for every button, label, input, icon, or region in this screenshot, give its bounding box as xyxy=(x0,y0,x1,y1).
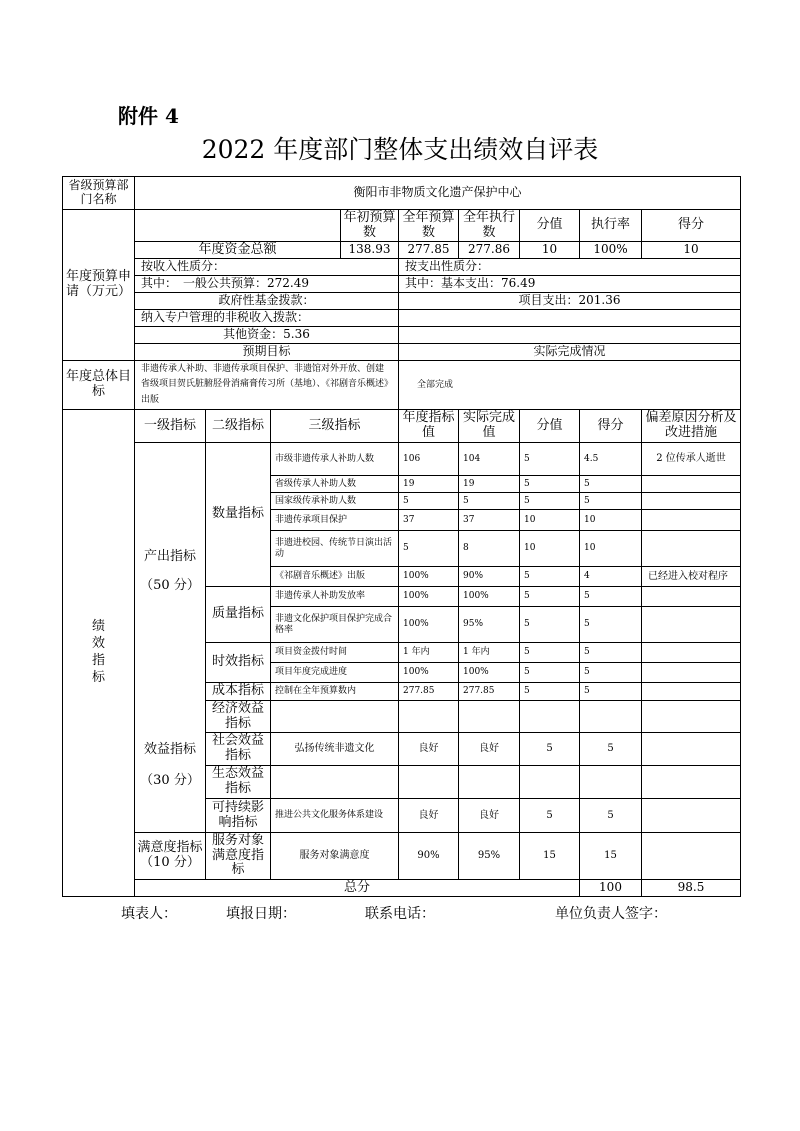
actual-goal-text: 全部完成 xyxy=(399,361,741,410)
nontax-income: 纳入专户管理的非税收入拨款： xyxy=(135,310,399,327)
row-actual: 104 xyxy=(459,443,520,476)
social-indicator: 社会效益指标 xyxy=(206,733,271,766)
row-score: 5 xyxy=(580,663,642,683)
row-points: 5 xyxy=(520,476,580,493)
row-name: 市级非遗传承人补助人数 xyxy=(271,443,399,476)
row-actual: 95% xyxy=(459,833,520,880)
quality-indicator: 质量指标 xyxy=(206,587,271,643)
row-score: 5 xyxy=(580,683,642,701)
ecological-points xyxy=(520,766,580,799)
row-points: 10 xyxy=(520,531,580,567)
row-name: 非遗传承人补助发放率 xyxy=(271,587,399,607)
row-note xyxy=(642,607,741,643)
expense-basic: 其中：基本支出：76.49 xyxy=(399,276,741,293)
total-score: 98.5 xyxy=(642,880,741,897)
goals-section-label: 年度总体目标 xyxy=(63,361,135,410)
row-actual: 277.85 xyxy=(459,683,520,701)
row-note: 2 位传承人逝世 xyxy=(642,443,741,476)
budget-total-rate: 100% xyxy=(580,242,642,259)
row-note xyxy=(642,510,741,531)
row-points: 5 xyxy=(520,567,580,587)
row-actual: 良好 xyxy=(459,799,520,833)
row-target: 19 xyxy=(399,476,459,493)
row-points: 5 xyxy=(520,607,580,643)
other-blank xyxy=(399,327,741,344)
row-score: 15 xyxy=(580,833,642,880)
row-note xyxy=(642,587,741,607)
row-target: 100% xyxy=(399,567,459,587)
row-score: 4 xyxy=(580,567,642,587)
row-target: 100% xyxy=(399,663,459,683)
row-target: 5 xyxy=(399,531,459,567)
perf-header-points: 分值 xyxy=(520,410,580,443)
budget-header-rate: 执行率 xyxy=(580,210,642,242)
row-note xyxy=(642,531,741,567)
row-score: 5 xyxy=(580,476,642,493)
budget-header-executed: 全年执行数 xyxy=(459,210,520,242)
row-note xyxy=(642,799,741,833)
perf-header-level1: 一级指标 xyxy=(135,410,206,443)
other-funds: 其他资金：5.36 xyxy=(135,327,399,344)
row-name: 省级传承人补助人数 xyxy=(271,476,399,493)
row-name: 非遗进校园、传统节日演出活动 xyxy=(271,531,399,567)
row-score: 5 xyxy=(580,643,642,663)
row-actual: 8 xyxy=(459,531,520,567)
row-score: 5 xyxy=(580,799,642,833)
row-actual: 100% xyxy=(459,663,520,683)
page-title: 2022 年度部门整体支出绩效自评表 xyxy=(201,135,599,164)
nontax-blank xyxy=(399,310,741,327)
row-name: 非遗传承项目保护 xyxy=(271,510,399,531)
total-label: 总分 xyxy=(135,880,580,897)
budget-total-executed: 277.86 xyxy=(459,242,520,259)
row-name: 项目年度完成进度 xyxy=(271,663,399,683)
perf-header-target: 年度指标值 xyxy=(399,410,459,443)
filler-label: 填表人： xyxy=(121,906,177,922)
economic-target xyxy=(399,701,459,733)
row-actual: 37 xyxy=(459,510,520,531)
row-target: 良好 xyxy=(399,799,459,833)
date-label: 填报日期： xyxy=(226,906,296,922)
expense-title: 按支出性质分： xyxy=(399,259,741,276)
row-points: 5 xyxy=(520,443,580,476)
row-points: 10 xyxy=(520,510,580,531)
row-note xyxy=(642,733,741,766)
budget-section-label: 年度预算申请（万元） xyxy=(63,210,135,361)
perf-header-actual: 实际完成值 xyxy=(459,410,520,443)
row-note xyxy=(642,493,741,510)
income-general: 其中： 一般公共预算：272.49 xyxy=(135,276,399,293)
phone-label: 联系电话： xyxy=(365,906,435,922)
row-actual: 90% xyxy=(459,567,520,587)
benefit-score: （30 分） xyxy=(140,773,200,789)
output-indicator xyxy=(135,443,206,701)
row-name: 非遗文化保护项目保护完成合格率 xyxy=(271,607,399,643)
expected-goal-header: 预期目标 xyxy=(135,344,399,361)
actual-goal-header: 实际完成情况 xyxy=(399,344,741,361)
perf-header-score: 得分 xyxy=(580,410,642,443)
row-points: 5 xyxy=(520,733,580,766)
output-score: （50 分） xyxy=(140,577,200,593)
economic-actual xyxy=(459,701,520,733)
budget-total-label: 年度资金总额 xyxy=(135,242,341,259)
row-actual: 100% xyxy=(459,587,520,607)
dept-name: 衡阳市非物质文化遗产保护中心 xyxy=(135,177,741,210)
sustainable-indicator: 可持续影响指标 xyxy=(206,799,271,833)
row-target: 5 xyxy=(399,493,459,510)
ecological-target xyxy=(399,766,459,799)
row-actual: 1 年内 xyxy=(459,643,520,663)
row-note: 已经进入校对程序 xyxy=(642,567,741,587)
budget-total-initial: 138.93 xyxy=(341,242,399,259)
row-target: 277.85 xyxy=(399,683,459,701)
budget-header-annual: 全年预算数 xyxy=(399,210,459,242)
form-footer xyxy=(0,903,800,923)
row-name: 国家级传承补助人数 xyxy=(271,493,399,510)
row-note xyxy=(642,476,741,493)
economic-points xyxy=(520,701,580,733)
timeliness-indicator: 时效指标 xyxy=(206,643,271,683)
row-name: 弘扬传统非遗文化 xyxy=(271,733,399,766)
row-points: 5 xyxy=(520,683,580,701)
row-target: 1 年内 xyxy=(399,643,459,663)
sign-label: 单位负责人签字： xyxy=(555,906,667,922)
row-points: 15 xyxy=(520,833,580,880)
row-score: 5 xyxy=(580,733,642,766)
service-indicator: 服务对象满意度指标 xyxy=(206,833,271,880)
row-actual: 95% xyxy=(459,607,520,643)
cost-indicator: 成本指标 xyxy=(206,683,271,701)
row-points: 5 xyxy=(520,799,580,833)
economic-score xyxy=(580,701,642,733)
row-target: 良好 xyxy=(399,733,459,766)
budget-header-initial: 年初预算数 xyxy=(341,210,399,242)
expected-goal-text: 非遗传承人补助、非遗传承项目保护、非遗馆对外开放、创建省级项目贺氏脏腑胫骨消痛膏传习所（基地）、《祁剧音乐概述》出版 xyxy=(135,361,399,410)
row-score: 4.5 xyxy=(580,443,642,476)
row-target: 100% xyxy=(399,587,459,607)
budget-header-points: 分值 xyxy=(520,210,580,242)
perf-header-level2: 二级指标 xyxy=(206,410,271,443)
perf-header-note: 偏差原因分析及改进措施 xyxy=(642,410,741,443)
row-points: 5 xyxy=(520,643,580,663)
economic-note xyxy=(642,701,741,733)
quantity-indicator: 数量指标 xyxy=(206,443,271,587)
income-title: 按收入性质分： xyxy=(135,259,399,276)
budget-total-points: 10 xyxy=(520,242,580,259)
dept-label: 省级预算部门名称 xyxy=(63,177,135,210)
row-target: 90% xyxy=(399,833,459,880)
annex-label: 附件 4 xyxy=(118,104,179,128)
perf-section-label xyxy=(63,410,135,897)
row-target: 37 xyxy=(399,510,459,531)
row-score: 10 xyxy=(580,510,642,531)
row-name: 控制在全年预算数内 xyxy=(271,683,399,701)
row-target: 106 xyxy=(399,443,459,476)
row-note xyxy=(642,683,741,701)
row-name: 《祁剧音乐概述》出版 xyxy=(271,567,399,587)
row-score: 5 xyxy=(580,587,642,607)
budget-total-annual: 277.85 xyxy=(399,242,459,259)
ecological-note xyxy=(642,766,741,799)
row-score: 10 xyxy=(580,531,642,567)
ecological-indicator: 生态效益指标 xyxy=(206,766,271,799)
row-points: 5 xyxy=(520,587,580,607)
row-actual: 良好 xyxy=(459,733,520,766)
row-name: 服务对象满意度 xyxy=(271,833,399,880)
ecological-actual xyxy=(459,766,520,799)
perf-header-level3: 三级指标 xyxy=(271,410,399,443)
row-note xyxy=(642,833,741,880)
row-actual: 19 xyxy=(459,476,520,493)
economic-name xyxy=(271,701,399,733)
ecological-name xyxy=(271,766,399,799)
row-actual: 5 xyxy=(459,493,520,510)
benefit-indicator xyxy=(135,701,206,833)
performance-table xyxy=(62,176,741,897)
satisfaction-indicator: 满意度指标（10 分） xyxy=(135,833,206,880)
output-label: 产出指标 xyxy=(143,548,196,564)
row-points: 5 xyxy=(520,663,580,683)
budget-header-blank xyxy=(135,210,341,242)
row-note xyxy=(642,643,741,663)
row-target: 100% xyxy=(399,607,459,643)
budget-total-score: 10 xyxy=(642,242,741,259)
expense-project: 项目支出：201.36 xyxy=(399,293,741,310)
row-points: 5 xyxy=(520,493,580,510)
ecological-score xyxy=(580,766,642,799)
total-points: 100 xyxy=(580,880,642,897)
row-score: 5 xyxy=(580,607,642,643)
perf-label-text: 绩效指标 xyxy=(91,619,105,685)
row-note xyxy=(642,663,741,683)
benefit-label: 效益指标 xyxy=(143,742,196,758)
row-score: 5 xyxy=(580,493,642,510)
economic-indicator: 经济效益指标 xyxy=(206,701,271,733)
row-name: 推进公共文化服务体系建设 xyxy=(271,799,399,833)
budget-header-score: 得分 xyxy=(642,210,741,242)
row-name: 项目资金拨付时间 xyxy=(271,643,399,663)
gov-fund: 政府性基金拨款： xyxy=(135,293,399,310)
